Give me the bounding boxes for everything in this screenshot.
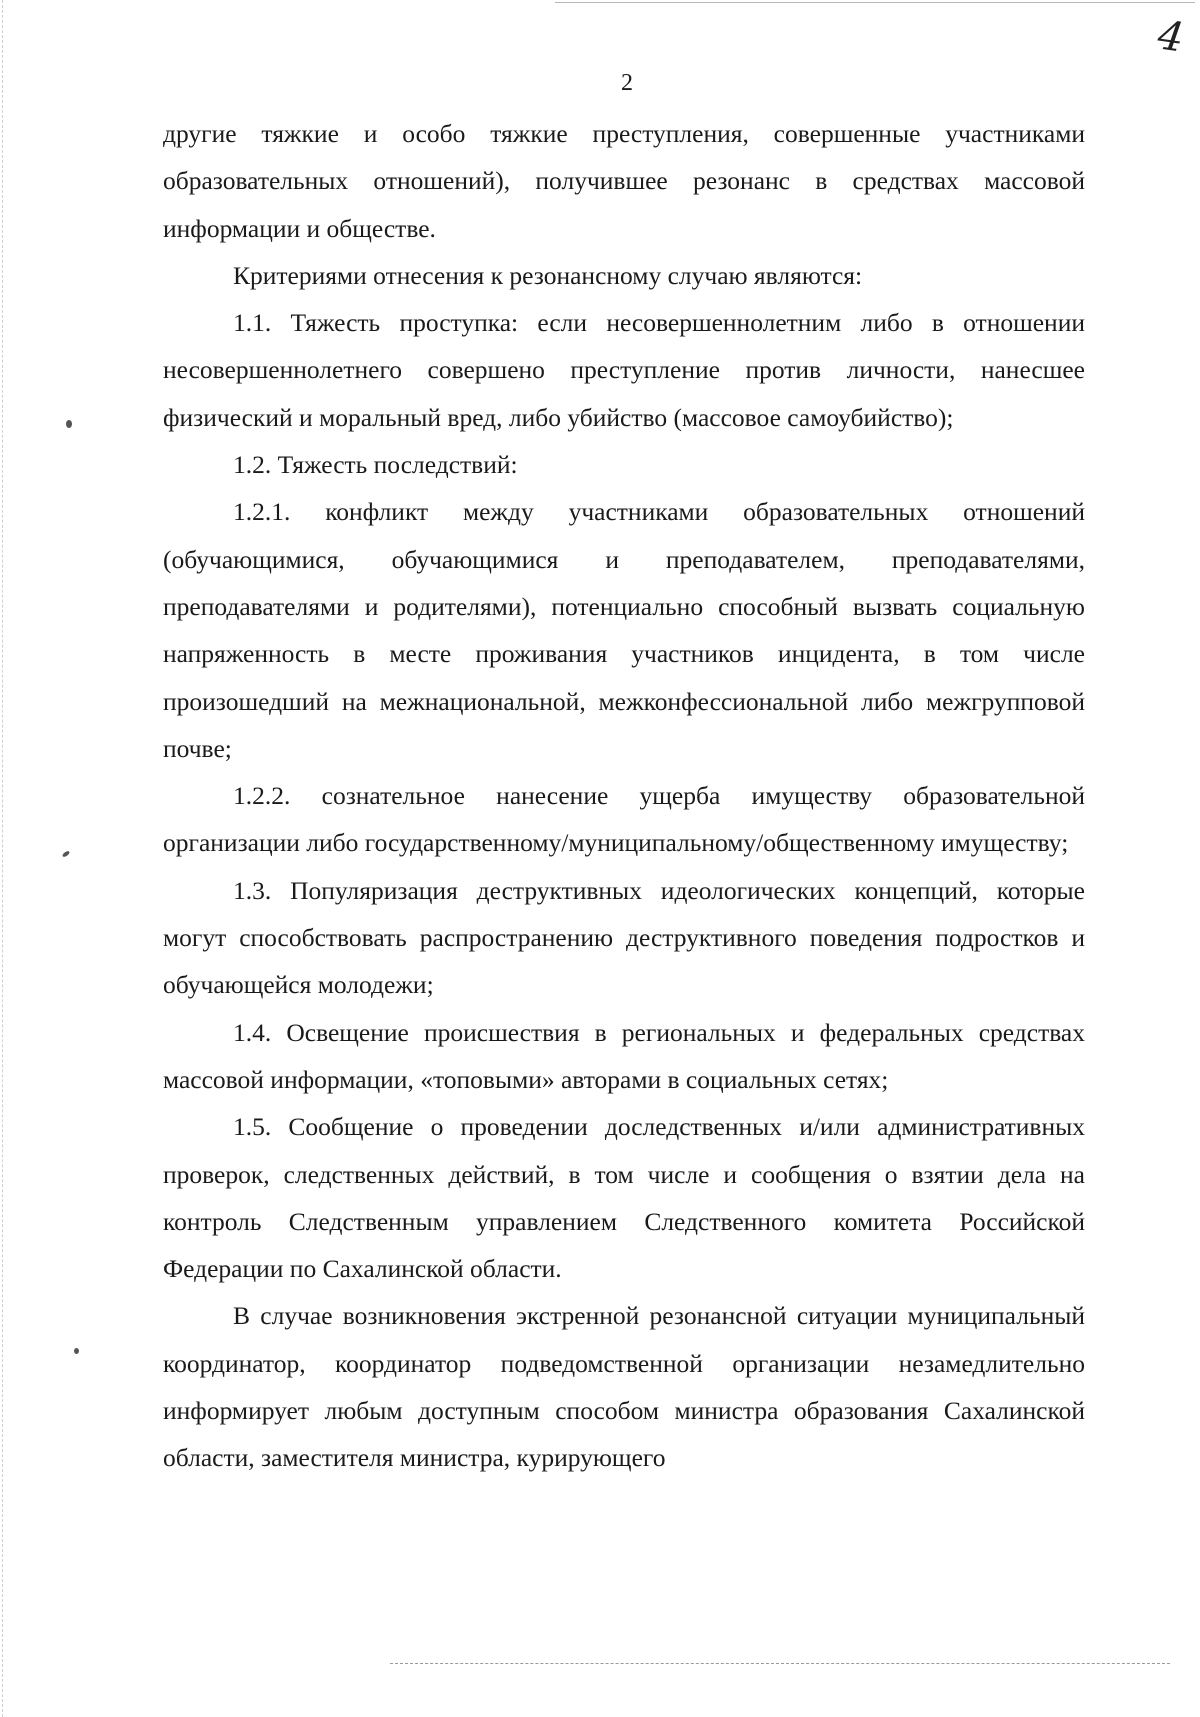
paragraph-1-2-1: 1.2.1. конфликт между участниками образовательных отношений (обучающимися, обучающимися и преподавателем, преподавателями, преподавателями и родителями), потенциально способный вызвать социальную напряженность в месте проживания участников инцидента, в том числе произошедший на межнациональной, межконфессиональной либо межгрупповой почве; xyxy=(163,497,1085,763)
paragraph-criteria-intro: Критериями отнесения к резонансному случаю являются: xyxy=(233,260,863,290)
scan-speck xyxy=(66,420,72,428)
paragraph-1-4: 1.4. Освещение происшествия в региональных и федеральных средствах массовой информации, «топовыми» авторами в социальных сетях; xyxy=(163,1017,1085,1094)
scan-edge xyxy=(2,0,3,1717)
paragraph-1-5: 1.5. Сообщение о проведении доследственных и/или административных проверок, следственных действий, в том числе и сообщения о взятии дела на контроль Следственным управлением Следственного комитета Российской Федерации по Сахалинской области. xyxy=(163,1112,1085,1284)
document-body xyxy=(163,110,1085,1482)
paragraph-continuation: другие тяжкие и особо тяжкие преступления, совершенные участниками образовательных отношений), получившее резонанс в средствах массовой информации и обществе. xyxy=(163,119,1085,243)
page-number: 2 xyxy=(621,70,633,96)
paragraph-emergency: В случае возникновения экстренной резонансной ситуации муниципальный координатор, координатор подведомственной организации незамедлительно информирует любым доступным способом министра образования Сахалинской области, заместителя министра, курирующего xyxy=(163,1301,1085,1473)
paragraph-1-3: 1.3. Популяризация деструктивных идеологических концепций, которые могут способствовать распространению деструктивного поведения подростков и обучающейся молодежи; xyxy=(163,875,1085,1000)
scan-speck xyxy=(62,850,71,858)
handwritten-sheet-number: 4 xyxy=(1154,12,1187,62)
scan-speck xyxy=(74,1348,79,1354)
paragraph-1-1: 1.1. Тяжесть проступка: если несовершеннолетним либо в отношении несовершеннолетнего совершено преступление против личности, нанесшее физический и моральный вред, либо убийство (массовое самоубийство); xyxy=(163,308,1085,432)
scan-bottom-rule xyxy=(390,1663,1170,1664)
paragraph-1-2: 1.2. Тяжесть последствий: xyxy=(233,450,518,480)
scan-top-rule xyxy=(555,2,1195,3)
paragraph-1-2-2: 1.2.2. сознательное нанесение ущерба имуществу образовательной организации либо государственному/муниципальному/общественному имуществу; xyxy=(163,781,1085,858)
